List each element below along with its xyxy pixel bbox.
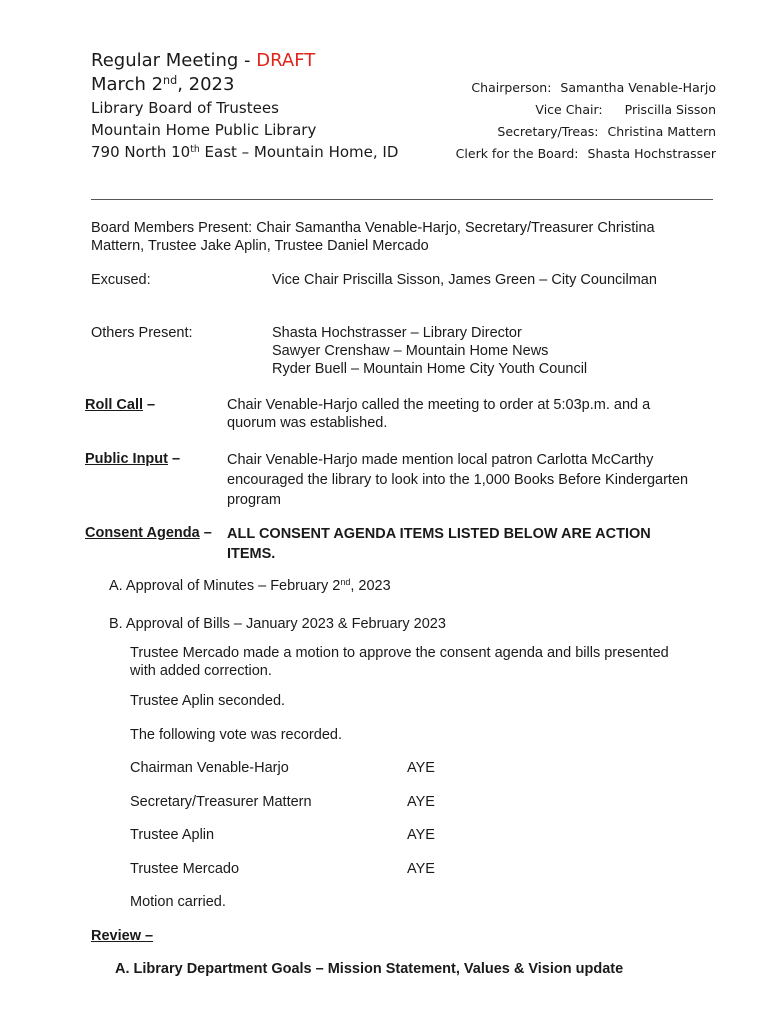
- meeting-date: [91, 73, 398, 97]
- officer-role: Clerk for the Board:: [455, 146, 579, 161]
- address-post: East – Mountain Home, ID: [199, 143, 399, 161]
- consent-agenda-heading: [85, 524, 212, 542]
- consent-notice-line: ALL CONSENT AGENDA ITEMS LISTED BELOW ARE ACTION: [227, 526, 651, 542]
- roll-call-dash: –: [143, 397, 156, 413]
- attendee: Ryder Buell – Mountain Home City Youth Council: [272, 361, 588, 377]
- consent-agenda-notice: [227, 524, 651, 564]
- meeting-date-year: , 2023: [177, 74, 235, 95]
- public-input-line: encouraged the library to look into the 1,000 Books Before Kindergarten: [227, 472, 689, 488]
- attendee: Sawyer Crenshaw – Mountain Home News: [272, 343, 549, 359]
- attendee: Shasta Hochstrasser – Library Director: [272, 325, 522, 341]
- public-input-heading: [85, 450, 180, 468]
- vote-member: Secretary/Treasurer Mattern: [130, 794, 312, 810]
- officer-role: Vice Chair:: [535, 102, 603, 117]
- vote-member: Trustee Mercado: [130, 861, 240, 877]
- excused-value: Vice Chair Priscilla Sisson, James Green – City Councilman: [272, 272, 657, 288]
- officer-name: Christina Mattern: [607, 124, 716, 139]
- meeting-date-day: March 2: [91, 74, 164, 95]
- vote-value: AYE: [407, 861, 435, 877]
- officer-role: Chairperson:: [471, 80, 552, 95]
- consent-item-a-sup: nd: [340, 577, 351, 588]
- vote-value: AYE: [407, 827, 435, 843]
- officers-list: [456, 77, 716, 165]
- meeting-type: Regular Meeting -: [91, 50, 257, 71]
- vote-member: Trustee Aplin: [130, 827, 215, 843]
- roll-call-text: [227, 396, 650, 432]
- header-block: [91, 49, 398, 163]
- others-present-label: Others Present:: [91, 325, 193, 341]
- library-name: Mountain Home Public Library: [91, 121, 317, 139]
- consent-agenda-heading-text: Consent Agenda: [85, 525, 200, 541]
- public-input-line: program: [227, 492, 281, 508]
- consent-notice-line: ITEMS.: [227, 546, 276, 562]
- motion-result: Motion carried.: [130, 894, 226, 910]
- motion-line: Trustee Mercado made a motion to approve the consent agenda and bills presented: [130, 645, 669, 661]
- public-input-dash: –: [167, 451, 181, 467]
- excused-label: Excused:: [91, 272, 151, 288]
- officer-name: Samantha Venable-Harjo: [560, 80, 716, 95]
- meeting-date-sup: nd: [163, 73, 178, 87]
- officer-role: Secretary/Treas:: [497, 124, 599, 139]
- roll-call-line: quorum was established.: [227, 415, 388, 431]
- motion-second: Trustee Aplin seconded.: [130, 693, 286, 709]
- vote-intro: The following vote was recorded.: [130, 727, 342, 743]
- consent-item-a: [109, 577, 391, 595]
- roll-call-line: Chair Venable-Harjo called the meeting to order at 5:03p.m. and a: [227, 397, 651, 413]
- board-members-present: [91, 219, 655, 255]
- draft-label: DRAFT: [256, 50, 316, 71]
- roll-call-heading: [85, 396, 155, 414]
- consent-agenda-dash: –: [199, 525, 212, 541]
- public-input-heading-text: Public Input: [85, 451, 168, 467]
- library-address: [91, 141, 398, 163]
- vote-member: Chairman Venable-Harjo: [130, 760, 289, 776]
- officer-row: [456, 143, 716, 165]
- meeting-title: [91, 49, 398, 73]
- officer-row: [456, 121, 716, 143]
- consent-item-a-post: , 2023: [350, 578, 391, 594]
- motion-line: with added correction.: [130, 663, 272, 679]
- motion-text: [130, 644, 669, 680]
- officer-name: Priscilla Sisson: [624, 102, 716, 117]
- present-line: Mattern, Trustee Jake Aplin, Trustee Daniel Mercado: [91, 238, 429, 254]
- address-pre: 790 North 10: [91, 143, 191, 161]
- public-input-line: Chair Venable-Harjo made mention local patron Carlotta McCarthy: [227, 452, 654, 468]
- vote-value: AYE: [407, 794, 435, 810]
- present-line: Board Members Present: Chair Samantha Venable-Harjo, Secretary/Treasurer Christina: [91, 220, 655, 236]
- officer-row: [456, 99, 716, 121]
- consent-item-b: B. Approval of Bills – January 2023 & February 2023: [109, 616, 446, 632]
- roll-call-heading-text: Roll Call: [85, 397, 144, 413]
- board-name: Library Board of Trustees: [91, 99, 279, 117]
- public-input-text: [227, 450, 688, 510]
- officer-name: Shasta Hochstrasser: [587, 146, 716, 161]
- officer-row: [456, 77, 716, 99]
- vote-value: AYE: [407, 760, 435, 776]
- address-sup: th: [190, 143, 200, 155]
- consent-item-a-pre: A. Approval of Minutes – February 2: [109, 578, 341, 594]
- review-heading: Review –: [91, 928, 154, 944]
- header-divider: [91, 199, 713, 200]
- others-present-list: [272, 324, 587, 378]
- review-item-a: A. Library Department Goals – Mission Statement, Values & Vision update: [115, 961, 624, 977]
